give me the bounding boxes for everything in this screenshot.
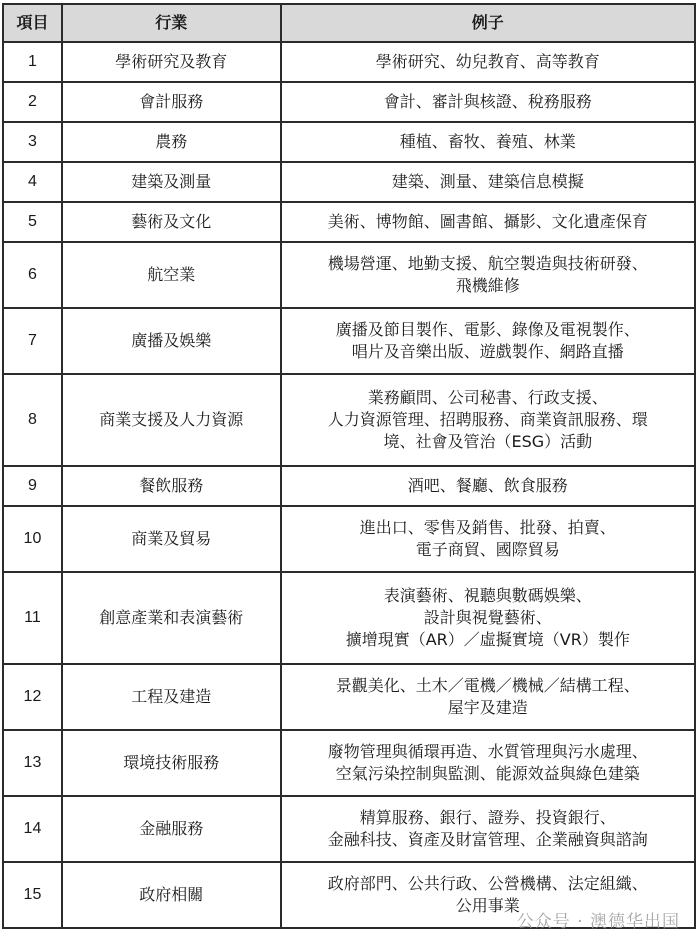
example-line: 機場營運、地勤支援、航空製造與技術研發、 (327, 254, 648, 273)
row-industry: 藝術及文化 (62, 202, 281, 242)
row-industry: 工程及建造 (62, 664, 281, 730)
table-row (3, 466, 695, 506)
example-line: 人力資源管理、招聘服務、商業資訊服務、環 (327, 410, 648, 429)
example-line: 政府部門、公共行政、公營機構、法定組織、 (327, 874, 648, 893)
row-industry: 金融服務 (62, 796, 281, 862)
example-line: 美術、博物館、圖書館、攝影、文化遺產保育 (327, 212, 648, 231)
row-examples (281, 466, 695, 506)
example-line: 電子商貿、國際貿易 (415, 540, 560, 559)
table-body (3, 42, 695, 928)
row-examples (281, 730, 695, 796)
table-row (3, 664, 695, 730)
example-line: 會計、審計與核證、稅務服務 (383, 92, 592, 111)
table-row (3, 374, 695, 466)
example-line: 酒吧、餐廳、飲食服務 (407, 476, 568, 495)
example-line: 飛機維修 (455, 276, 520, 295)
row-industry: 商業及貿易 (62, 506, 281, 572)
row-number: 10 (3, 506, 62, 572)
example-line: 精算服務、銀行、證券、投資銀行、 (359, 808, 616, 827)
row-examples (281, 202, 695, 242)
header-row (3, 4, 695, 42)
example-line: 唱片及音樂出版、遊戲製作、網路直播 (351, 342, 624, 361)
example-line: 廢物管理與循環再造、水質管理與污水處理、 (327, 742, 648, 761)
row-industry: 廣播及娛樂 (62, 308, 281, 374)
example-line: 擴增現實（AR）／虛擬實境（VR）製作 (345, 630, 630, 649)
example-line: 種植、畜牧、養殖、林業 (399, 132, 576, 151)
table-row (3, 308, 695, 374)
row-industry: 航空業 (62, 242, 281, 308)
table-row (3, 572, 695, 664)
table-row (3, 506, 695, 572)
row-examples (281, 796, 695, 862)
row-number: 9 (3, 466, 62, 506)
table-row (3, 796, 695, 862)
row-number: 12 (3, 664, 62, 730)
table-header (3, 4, 695, 42)
example-line: 建築、測量、建築信息模擬 (391, 172, 584, 191)
example-line: 屋宇及建造 (447, 698, 528, 717)
row-number: 11 (3, 572, 62, 664)
example-line: 廣播及節目製作、電影、錄像及電視製作、 (335, 320, 640, 339)
row-examples (281, 242, 695, 308)
example-line: 境、社會及管治（ESG）活動 (383, 432, 593, 451)
table-row (3, 162, 695, 202)
header-item: 項目 (3, 4, 62, 42)
industry-table (2, 3, 696, 929)
row-examples (281, 572, 695, 664)
row-industry: 創意產業和表演藝術 (62, 572, 281, 664)
row-industry: 學術研究及教育 (62, 42, 281, 82)
row-industry: 政府相關 (62, 862, 281, 928)
table-row (3, 82, 695, 122)
row-number: 1 (3, 42, 62, 82)
row-industry: 商業支援及人力資源 (62, 374, 281, 466)
example-line: 空氣污染控制與監測、能源效益與綠色建築 (335, 764, 640, 783)
row-examples (281, 162, 695, 202)
table-row (3, 202, 695, 242)
row-examples (281, 506, 695, 572)
header-examples: 例子 (281, 4, 695, 42)
example-line: 景觀美化、土木／電機／機械／結構工程、 (335, 676, 640, 695)
row-number: 7 (3, 308, 62, 374)
example-line: 設計與視覺藝術、 (423, 608, 552, 627)
row-number: 5 (3, 202, 62, 242)
example-line: 學術研究、幼兒教育、高等教育 (375, 52, 600, 71)
row-number: 15 (3, 862, 62, 928)
row-examples (281, 42, 695, 82)
row-number: 6 (3, 242, 62, 308)
row-industry: 餐飲服務 (62, 466, 281, 506)
example-line: 金融科技、資產及財富管理、企業融資與諮詢 (327, 830, 648, 849)
watermark: 公众号 · 澳德华出国 (516, 912, 680, 932)
row-number: 3 (3, 122, 62, 162)
row-industry: 會計服務 (62, 82, 281, 122)
row-number: 2 (3, 82, 62, 122)
table-row (3, 242, 695, 308)
row-industry: 環境技術服務 (62, 730, 281, 796)
table-row (3, 730, 695, 796)
row-examples (281, 122, 695, 162)
row-examples (281, 374, 695, 466)
row-number: 14 (3, 796, 62, 862)
example-line: 進出口、零售及銷售、批發、拍賣、 (359, 518, 616, 537)
table-row (3, 122, 695, 162)
row-industry: 農務 (62, 122, 281, 162)
row-number: 13 (3, 730, 62, 796)
row-examples (281, 308, 695, 374)
row-industry: 建築及測量 (62, 162, 281, 202)
example-line: 公用事業 (455, 896, 520, 915)
example-line: 業務顧問、公司秘書、行政支援、 (367, 388, 608, 407)
row-number: 4 (3, 162, 62, 202)
header-industry: 行業 (62, 4, 281, 42)
row-examples (281, 664, 695, 730)
row-examples (281, 82, 695, 122)
example-line: 表演藝術、視聽與數碼娛樂、 (383, 586, 592, 605)
row-number: 8 (3, 374, 62, 466)
table-row (3, 42, 695, 82)
